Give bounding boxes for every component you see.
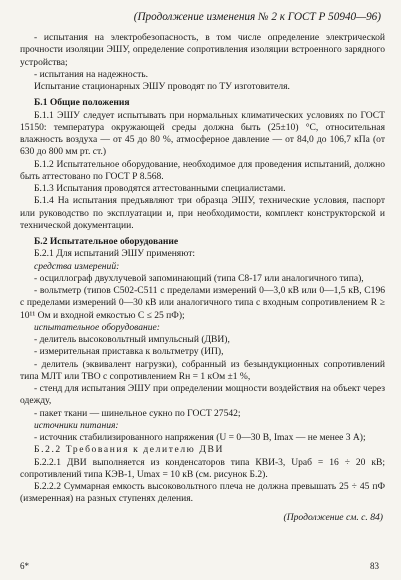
footer-signature-mark: 6* <box>20 561 29 571</box>
page-number: 83 <box>370 561 379 571</box>
list-item: - стенд для испытания ЭШУ при определении мощности воздействия на объект через одежду, <box>20 383 385 407</box>
paragraph: Б.1.4 На испытания предъявляют три образца ЭШУ, технические условия, паспорт или руководство по эксплуатации и, при необходимости, комплект конструкторской и технической документации. <box>20 195 385 231</box>
list-item: - делитель (эквивалент нагрузки), собранный из безындукционных сопротивлений типа МЛТ или ТВО с сопротивлением Rн = 1 кОм ±1 %, <box>20 358 385 382</box>
continuation-note: (Продолжение см. с. 84) <box>283 511 383 523</box>
paragraph: - испытания на надежность. <box>34 68 148 80</box>
paragraph: Б.2.2.2 Суммарная емкость высоковольтного плеча не должна превышать 25 ÷ 45 пФ (измеренная) на разных ступенях деления. <box>20 481 385 505</box>
list-item: - пакет ткани — шинельное сукно по ГОСТ 27542; <box>34 407 241 419</box>
spaced-heading: Б.2.2 Требования к делителю ДВИ <box>34 444 224 456</box>
paragraph: Б.1.2 Испытательное оборудование, необходимое для проведения испытаний, должно быть аттестовано по ГОСТ Р 8.568. <box>20 158 385 182</box>
subheading: средства измерений: <box>34 260 120 272</box>
subheading: испытательное оборудование: <box>34 321 160 333</box>
paragraph: Б.2.1 Для испытаний ЭШУ применяют: <box>34 248 196 260</box>
list-item: - измерительная приставка к вольтметру (ИП), <box>34 346 224 358</box>
list-item: - источник стабилизированного напряжения (U = 0—30 В, Imax — не менее 3 А); <box>34 432 366 443</box>
running-header: (Продолжение изменения № 2 к ГОСТ Р 50940—96) <box>133 11 381 23</box>
page-footer <box>20 561 379 571</box>
paragraph: Б.1.3 Испытания проводятся аттестованными специалистами. <box>34 183 286 194</box>
document-body <box>20 32 385 506</box>
list-item: - делитель высоковольтный импульсный (ДВИ), <box>34 334 230 345</box>
section-heading: Б.1 Общие положения <box>34 97 130 109</box>
section-heading: Б.2 Испытательное оборудование <box>34 236 179 247</box>
subheading: источники питания: <box>34 419 119 431</box>
paragraph: Б.1.1 ЭШУ следует испытывать при нормальных климатических условиях по ГОСТ 15150: температура окружающей среды должна быть (25±10) °С, относительная влажность воздуха — от 45 до 80 %, атмосферное давление — от 84,0 до 106,7 кПа (от 630 до 800 мм рт. ст.) <box>20 109 385 158</box>
paragraph: Б.2.2.1 ДВИ выполняется из конденсаторов типа КВИ-3, Uраб = 16 ÷ 20 кВ; сопротивлений типа КЭВ-1, Umax = 10 кВ (см. рисунок Б.2). <box>20 456 385 480</box>
list-item: - вольтметр (типов С502-С511 с пределами измерений 0—3,0 кВ или 0—1,5 кВ, С196 с пределами измерений 0—30 кВ или аналогичного типа с входным сопротивлением R ≥ 10¹¹ Ом и входной емкостью С ≤ 25 пФ); <box>20 285 385 321</box>
list-item: - осциллограф двухлучевой запоминающий (типа С8-17 или аналогичного типа), <box>34 272 364 284</box>
paragraph: Испытание стационарных ЭШУ проводят по ТУ изготовителя. <box>34 81 290 92</box>
paragraph: - испытания на электробезопасность, в том числе определение электрической прочности изоляции ЭШУ, определение сопротивления изоляции встроенного зарядного устройства; <box>20 32 385 68</box>
